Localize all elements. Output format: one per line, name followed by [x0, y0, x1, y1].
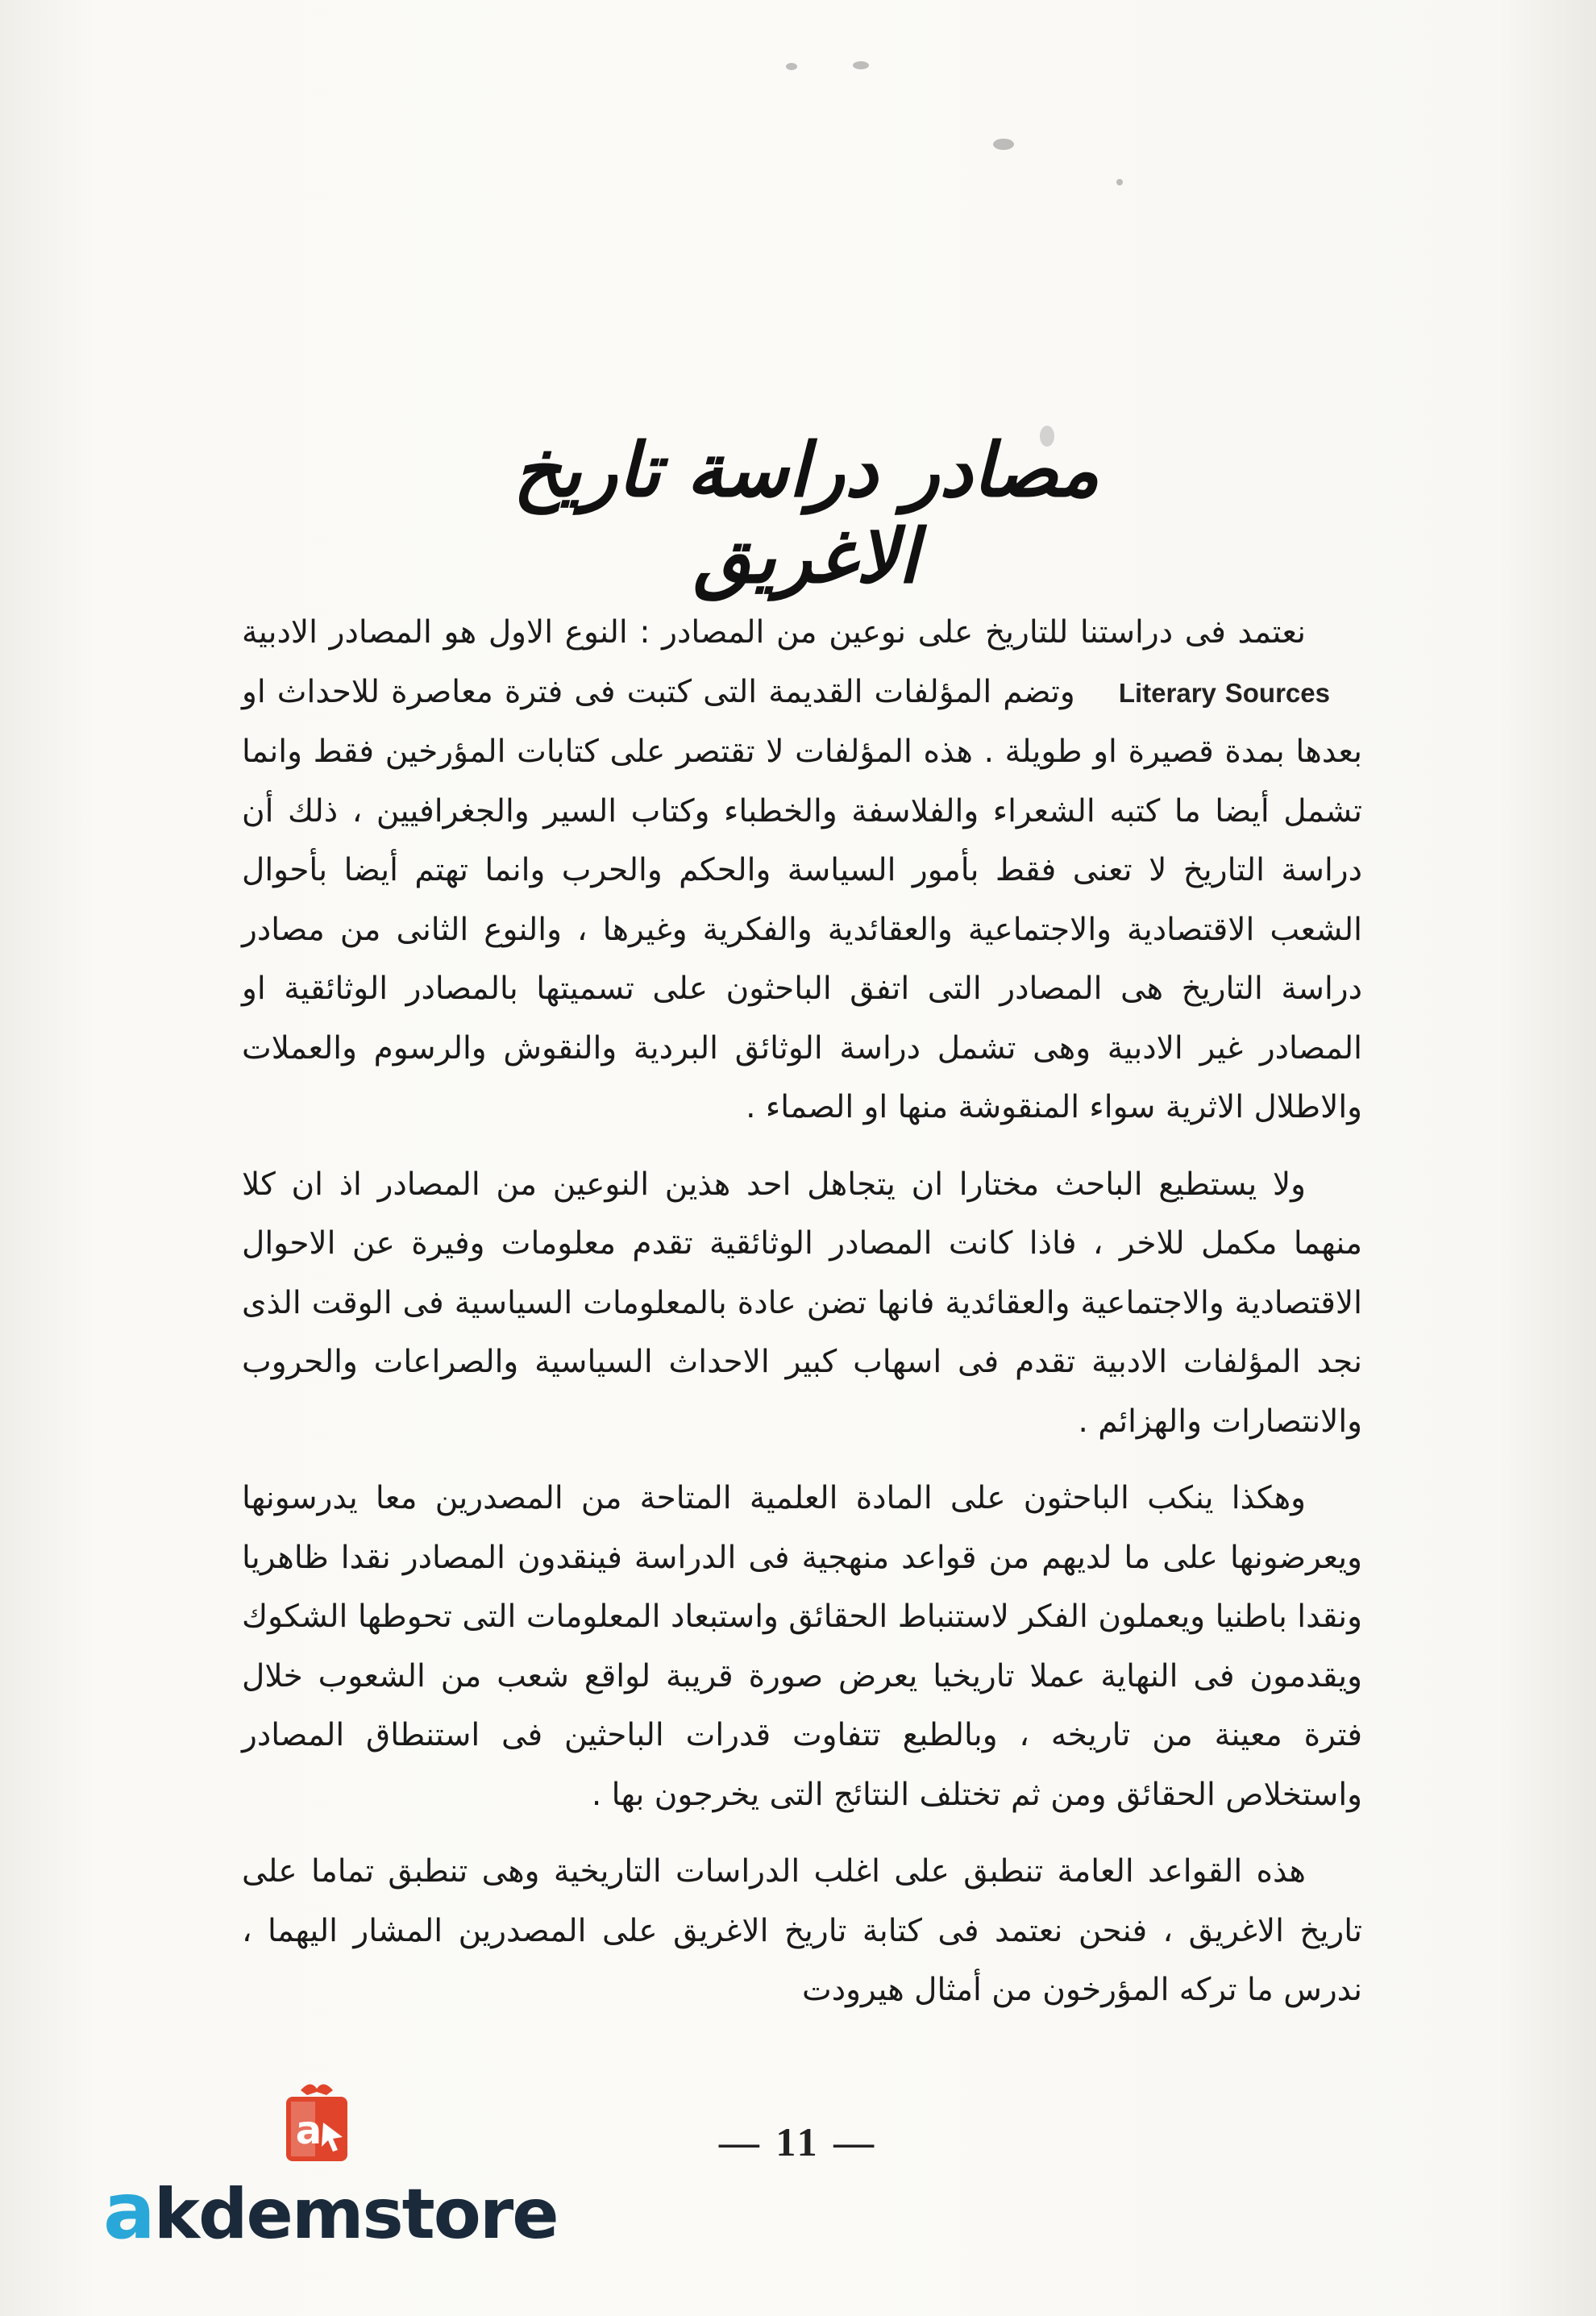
icon-letter: a — [295, 2108, 322, 2153]
page-title: مصادر دراسة تاريخ الاغريق — [513, 427, 1099, 600]
paragraph-1-rest: وتضم المؤلفات القديمة التى كتبت فى فترة معاصرة للاحداث او بعدها بمدة قصيرة او طويلة . هذه المؤلفات لا تقتصر على كتابات المؤرخين فقط وانما تشمل أيضا ما كتبه الشعراء والفلاسفة والخطباء وكتاب السير والجغرافيين ، ذلك أن دراسة التاريخ لا تعنى فقط بأمور السياسة والحكم والحرب وانما تهتم أيضا بأحوال الشعب الاقتصادية والاجتماعية والعقائدية والفكرية وغيرها ، والنوع الثانى من مصادر دراسة التاريخ هى المصادر التى اتفق الباحثون على تسميتها بالمصادر الوثائقية او المصادر غير الادبية وهى تشمل دراسة الوثائق البردية والنقوش والرسوم والعملات والاطلال الاثرية سواء المنقوشة منها او الصماء . — [242, 673, 1362, 1125]
paragraph-2: ولا يستطيع الباحث مختارا ان يتجاهل احد هذين النوعين من المصادر اذ ان كلا منهما مكمل للاخر ، فاذا كانت المصادر الوثائقية تقدم معلومات وفيرة عن الاحوال الاقتصادية والاجتماعية والعقائدية فانها تضن عادة بالمعلومات السياسية فى الوقت الذى نجد المؤلفات الادبية تقدم فى اسهاب كبير الاحداث السياسية والصراعات والحروب والانتصارات والهزائم . — [242, 1166, 1362, 1440]
store-name-first-letter: a — [103, 2166, 154, 2256]
paragraph-3: وهكذا ينكب الباحثون على المادة العلمية المتاحة من المصدرين معا يدرسونها ويعرضونها على ما لديهم من قواعد منهجية فى الدراسة فينقدون المصادر نقدا ظاهريا ونقدا باطنيا ويعملون الفكر لاستنباط الحقائق واستبعاد المعلومات التى تحوطها الشكوك ويقدمون فى النهاية عملا تاريخيا يعرض صورة قريبة لواقع شعب من الشعوب خلال فترة معينة من تاريخه ، وبالطبع تتفاوت قدرات الباحثين فى استنطاق المصادر واستخلاص الحقائق ومن ثم تختلف النتائج التى يخرجون بها . — [242, 1480, 1362, 1813]
page-number: — 11 — — [718, 2119, 878, 2164]
store-name-rest: kdemstore — [153, 2174, 558, 2255]
article-body — [242, 603, 1362, 2038]
paragraph-1 — [242, 603, 1362, 1137]
store-name — [103, 2166, 558, 2256]
latin-term: Literary Sources — [1118, 677, 1330, 708]
store-watermark — [103, 2076, 558, 2256]
paragraph-4: هذه القواعد العامة تنطبق على اغلب الدراسات التاريخية وهى تنطبق تماما على تاريخ الاغريق ، فنحن نعتمد فى كتابة تاريخ الاغريق على المصدرين المشار اليهما ، ندرس ما تركه المؤرخون من أمثال هيرودت — [242, 1853, 1362, 2008]
paragraph-1-start: نعتمد فى دراستنا للتاريخ على نوعين من المصادر : النوع الاول هو المصادر الادبية — [242, 614, 1306, 651]
book-icon — [268, 2076, 365, 2173]
